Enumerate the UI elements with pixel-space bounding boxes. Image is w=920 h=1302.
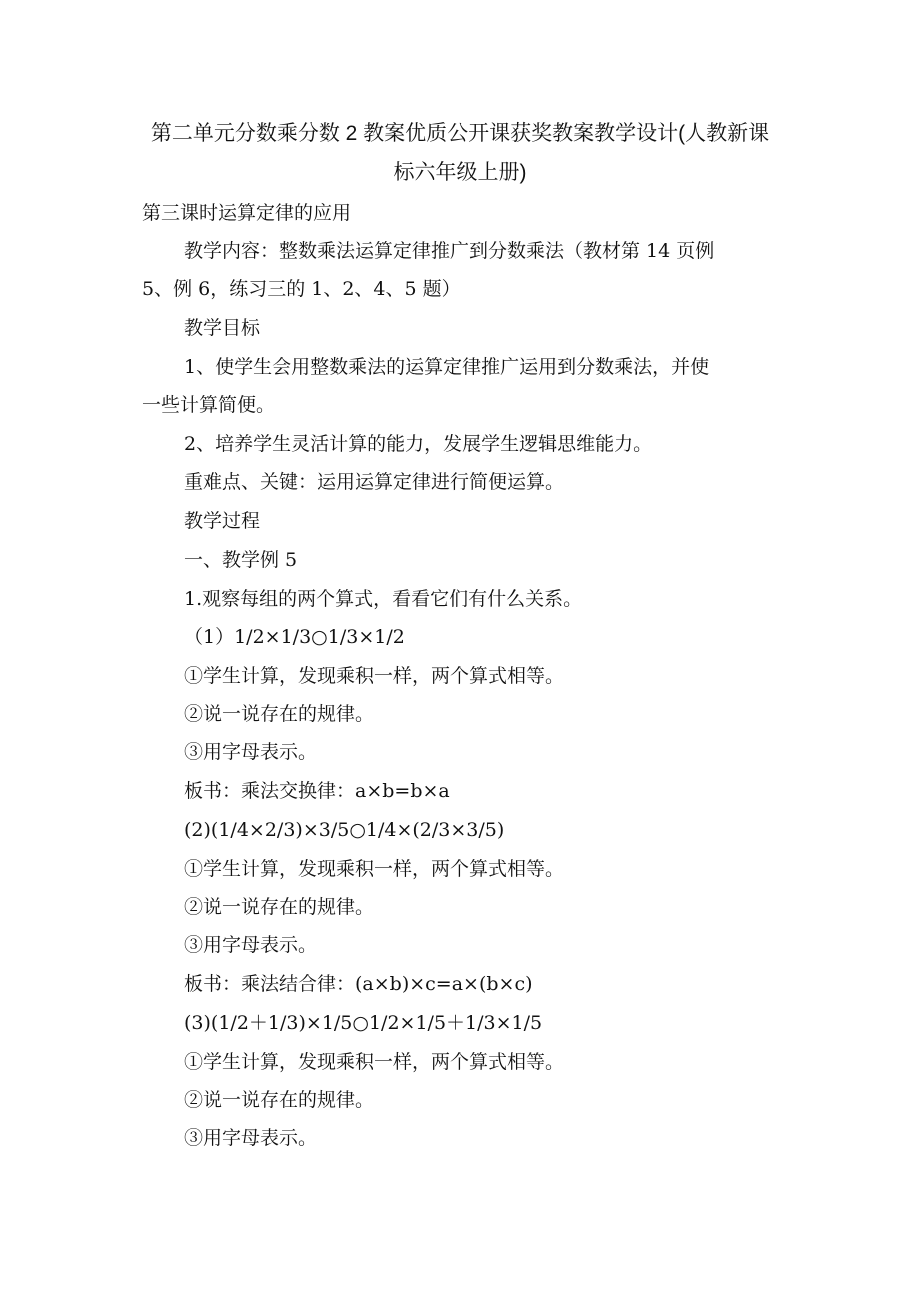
step-rule-3: ②说一说存在的规律。	[184, 1089, 375, 1111]
goal-2: 2、培养学生灵活计算的能力，发展学生逻辑思维能力。	[184, 433, 653, 455]
teaching-content-line-2: 5、例 6，练习三的 1、2、4、5 题）	[142, 278, 461, 300]
step-letters-1: ③用字母表示。	[184, 741, 318, 763]
goal-1-line-2: 一些计算简便。	[142, 394, 276, 416]
step-rule-1: ②说一说存在的规律。	[184, 703, 375, 725]
board-associative-law: 板书：乘法结合律：(a×b)×c=a×(b×c)	[184, 973, 533, 995]
teaching-content-line-1: 教学内容：整数乘法运算定律推广到分数乘法（教材第 14 页例	[184, 240, 715, 262]
step-compute-2: ①学生计算，发现乘积一样，两个算式相等。	[184, 858, 565, 880]
step-compute-1: ①学生计算，发现乘积一样，两个算式相等。	[184, 665, 565, 687]
teaching-process-heading: 教学过程	[184, 510, 261, 532]
expression-3: (3)(1/2＋1/3)×1/5○1/2×1/5＋1/3×1/5	[184, 1012, 543, 1034]
observe-instruction: 1.观察每组的两个算式，看看它们有什么关系。	[184, 588, 583, 610]
document-title-line-2: 标六年级上册)	[393, 161, 527, 184]
lesson-heading: 第三课时运算定律的应用	[142, 202, 352, 224]
step-compute-3: ①学生计算，发现乘积一样，两个算式相等。	[184, 1051, 565, 1073]
goal-1-line-1: 1、使学生会用整数乘法的运算定律推广运用到分数乘法，并使	[184, 356, 710, 378]
expression-2: (2)(1/4×2/3)×3/5○1/4×(2/3×3/5)	[184, 819, 505, 841]
step-letters-2: ③用字母表示。	[184, 934, 318, 956]
expression-1: （1）1/2×1/3○1/3×1/2	[184, 626, 405, 648]
teaching-goals-heading: 教学目标	[184, 317, 261, 339]
board-commutative-law: 板书：乘法交换律：a×b=b×a	[184, 780, 450, 802]
key-points: 重难点、关键：运用运算定律进行简便运算。	[184, 471, 565, 493]
section-example-5: 一、教学例 5	[184, 549, 298, 571]
document-title-line-1: 第二单元分数乘分数 2 教案优质公开课获奖教案教学设计(人教新课	[150, 122, 770, 145]
step-rule-2: ②说一说存在的规律。	[184, 896, 375, 918]
step-letters-3: ③用字母表示。	[184, 1127, 318, 1149]
